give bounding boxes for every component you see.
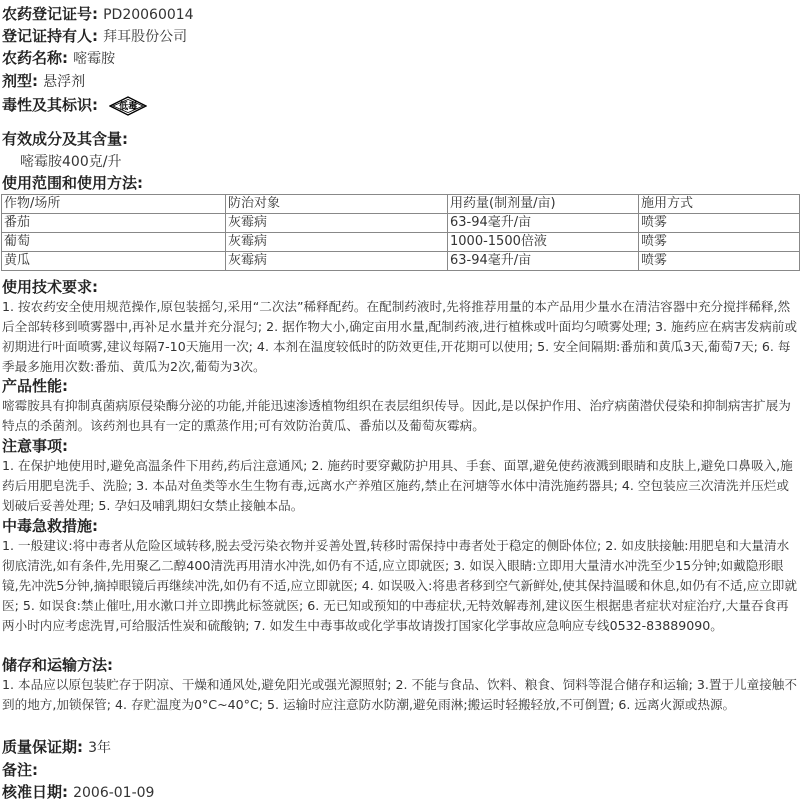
crop-cell: 葡萄 bbox=[2, 233, 226, 252]
precautions-text: 1. 在保护地使用时,避免高温条件下用药,药后注意通风; 2. 施药时要穿戴防护用具、手套、面罩,避免使药液溅到眼睛和皮肤上,避免口鼻吸入,施药后用肥皂洗手、洗脸; 3. 本品对鱼类等水生生物有毒,远离水产养殖区施药,禁止在河塘等水体中清洗施药器具; 4. 空包装应三次清洗并压烂或划破后妥善处理; 5. 孕妇及哺乳期妇女禁止接触本品。 bbox=[2, 458, 793, 513]
crop-cell: 黄瓜 bbox=[2, 252, 226, 271]
technique-text: 1. 按农药安全使用规范操作,原包装摇匀,采用“二次法”稀释配药。在配制药液时,先将推荐用量的本产品用少量水在清洁容器中充分搅拌稀释,然后全部转移到喷雾器中,再补足水量并充分混匀; 2. 据作物大小,确定亩用水量,配制药液,进行植株或叶面均匀喷雾处理; 3. 施药应在病害发病前或初期进行叶面喷雾,建议每隔7-10天施用一次; 4. 本剂在温度较低时的防效更佳,开花期可以使用; 5. 安全间隔期:番茄和黄瓜3天,葡萄7天; 6. 每季最多施用次数:番茄、黄瓜为2次,葡萄为3次。 bbox=[2, 299, 797, 374]
approval-row bbox=[2, 781, 798, 802]
performance-heading: 产品性能: bbox=[2, 377, 68, 395]
toxicity-label: 毒性及其标识: bbox=[2, 96, 98, 114]
header-cell: 施用方式 bbox=[639, 195, 800, 214]
ingredient-value: 嘧霉胺400克/升 bbox=[20, 154, 122, 170]
performance-text: 嘧霉胺具有抑制真菌病原侵染酶分泌的功能,并能迅速渗透植物组织在表层组织传导。因此,是以保护作用、治疗病菌潜伏侵染和抑制病害扩展为特点的杀菌剂。该药剂也具有一定的熏蒸作用;可有效防治黄瓜、番茄以及葡萄灰霉病。 bbox=[2, 398, 791, 433]
dosage-cell: 63-94毫升/亩 bbox=[448, 214, 639, 233]
table-row bbox=[2, 252, 800, 271]
storage-text: 1. 本品应以原包装贮存于阴凉、干燥和通风处,避免阳光或强光源照射; 2. 不能与食品、饮料、粮食、饲料等混合储存和运输; 3.置于儿童接触不到的地方,加锁保管; 4. 存贮温度为0°C~40°C; 5. 运输时应注意防水防潮,避免雨淋;搬运时轻搬轻放,不可倒置; 6. 远离火源或热源。 bbox=[2, 677, 797, 712]
header-cell: 作物/场所 bbox=[2, 195, 226, 214]
toxicity-row bbox=[2, 94, 798, 116]
name-row bbox=[2, 47, 798, 68]
toxicity-badge-text: 低毒 bbox=[119, 101, 138, 112]
precautions-heading: 注意事项: bbox=[2, 437, 68, 455]
usage-heading: 使用范围和使用方法: bbox=[2, 174, 143, 192]
target-cell: 灰霉病 bbox=[226, 252, 448, 271]
dosage-cell: 1000-1500倍液 bbox=[448, 233, 639, 252]
header-cell: 用药量(制剂量/亩) bbox=[448, 195, 639, 214]
remarks-row bbox=[2, 759, 798, 780]
registration-row bbox=[2, 3, 798, 24]
table-row bbox=[2, 233, 800, 252]
low-toxicity-icon bbox=[109, 96, 147, 116]
remarks-label: 备注: bbox=[2, 761, 38, 779]
storage-heading: 储存和运输方法: bbox=[2, 656, 113, 674]
holder-value: 拜耳股份公司 bbox=[103, 29, 188, 45]
approval-date-label: 核准日期: bbox=[2, 783, 68, 801]
warranty-value: 3年 bbox=[88, 740, 112, 756]
dosage-cell: 63-94毫升/亩 bbox=[448, 252, 639, 271]
first-aid-heading: 中毒急救措施: bbox=[2, 517, 98, 535]
approval-date-value: 2006-01-09 bbox=[73, 785, 155, 801]
target-cell: 灰霉病 bbox=[226, 233, 448, 252]
formulation-value: 悬浮剂 bbox=[43, 74, 86, 90]
table-row bbox=[2, 214, 800, 233]
pesticide-name-label: 农药名称: bbox=[2, 49, 68, 67]
method-cell: 喷雾 bbox=[639, 252, 800, 271]
target-cell: 灰霉病 bbox=[226, 214, 448, 233]
usage-table bbox=[1, 194, 800, 271]
pesticide-name-value: 嘧霉胺 bbox=[73, 51, 116, 67]
first-aid-text: 1. 一般建议:将中毒者从危险区域转移,脱去受污染衣物并妥善处置,转移时需保持中毒者处于稳定的侧卧体位; 2. 如皮肤接触:用肥皂和大量清水彻底清洗,如有条件,先用聚乙二醇400清洗再用清水冲洗,如仍有不适,应立即就医; 3. 如误入眼睛:立即用大量清水冲洗至少15分钟;如戴隐形眼镜,先冲洗5分钟,摘掉眼镜后再继续冲洗,如仍有不适,应立即就医; 4. 如误吸入:将患者移到空气新鲜处,使其保持温暖和休息,如仍有不适,应立即就医; 5. 如误食:禁止催吐,用水漱口并立即携此标签就医; 6. 无已知或预知的中毒症状,无特效解毒剂,建议医生根据患者症状对症治疗,大量吞食再两小时内应考虑洗胃,可给服活性炭和硫酸钠; 7. 如发生中毒事故或化学事故请拨打国家化学事故应急响应专线0532-83889090。 bbox=[2, 538, 797, 633]
crop-cell: 番茄 bbox=[2, 214, 226, 233]
registration-value: PD20060014 bbox=[103, 7, 194, 23]
header-cell: 防治对象 bbox=[226, 195, 448, 214]
usage-table-header bbox=[2, 195, 800, 214]
technique-heading: 使用技术要求: bbox=[2, 278, 98, 296]
warranty-label: 质量保证期: bbox=[2, 738, 83, 756]
warranty-row bbox=[2, 736, 798, 757]
holder-row bbox=[2, 25, 798, 46]
registration-label: 农药登记证号: bbox=[2, 5, 98, 23]
method-cell: 喷雾 bbox=[639, 214, 800, 233]
holder-label: 登记证持有人: bbox=[2, 27, 98, 45]
method-cell: 喷雾 bbox=[639, 233, 800, 252]
formulation-row bbox=[2, 70, 798, 91]
ingredient-heading: 有效成分及其含量: bbox=[2, 130, 128, 148]
formulation-label: 剂型: bbox=[2, 72, 38, 90]
